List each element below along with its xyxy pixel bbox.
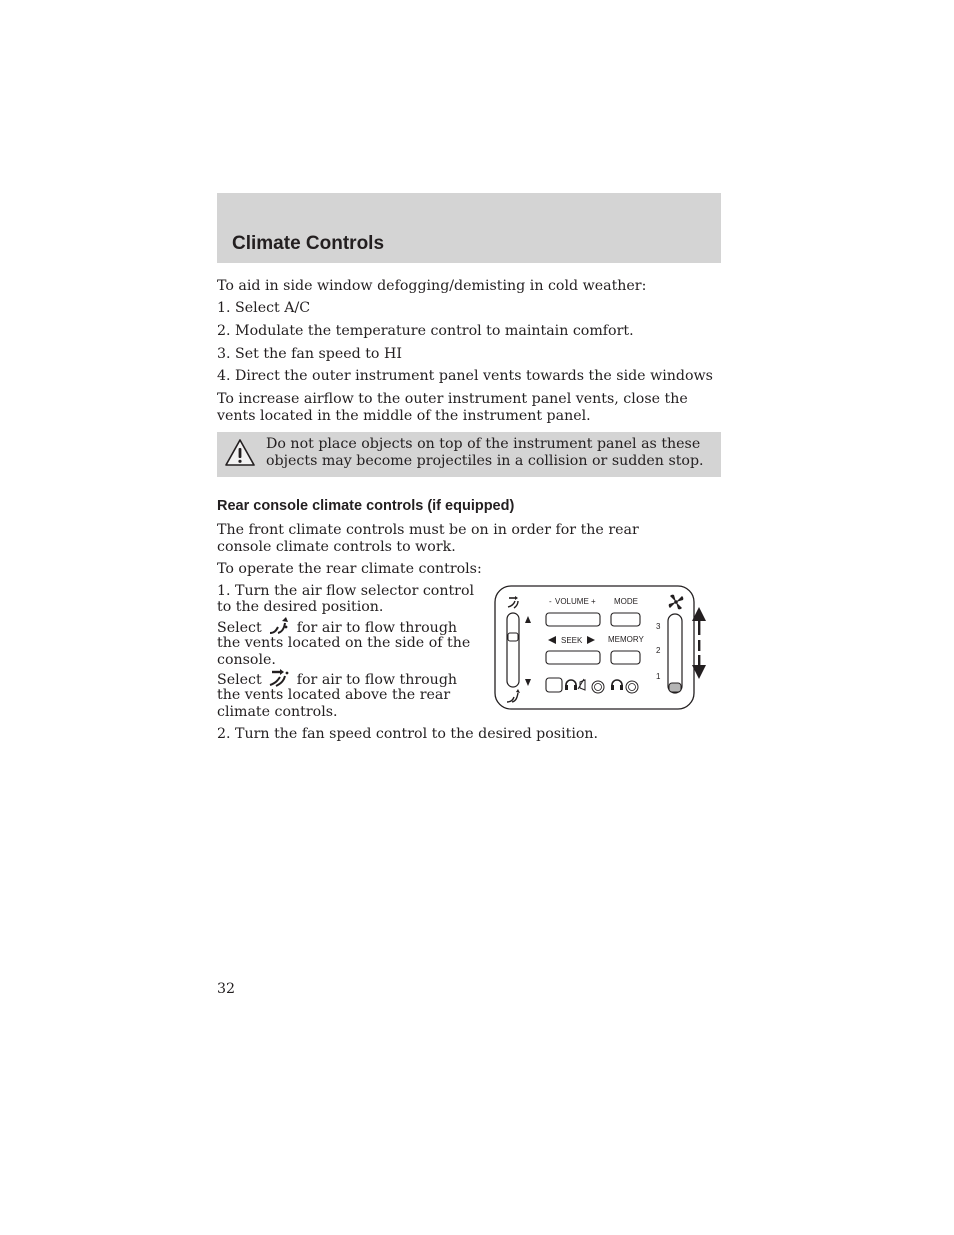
section-subheading: Rear console climate controls (if equipped)	[217, 498, 515, 514]
mode-button[interactable]	[611, 613, 640, 626]
headphone-jack-1[interactable]	[592, 681, 604, 693]
step-2: 2. Modulate the temperature control to maintain comfort.	[217, 323, 634, 339]
rear-paragraph-1: The front climate controls must be on in order for the rear console climate controls to work.	[217, 522, 639, 555]
intro-text: To aid in side window defogging/demisting in cold weather:	[217, 278, 647, 294]
select-word: Select	[217, 620, 262, 636]
mode-label: MODE	[614, 597, 638, 606]
rear-paragraph-2: To operate the rear climate controls:	[217, 561, 482, 577]
page-number: 32	[217, 981, 236, 997]
seek-label: SEEK	[561, 636, 583, 645]
section-header	[217, 193, 721, 263]
rear-step-1-line-2: to the desired position.	[217, 599, 384, 615]
airflow-note: To increase airflow to the outer instrument panel vents, close the vents located in the middle of the instrument panel.	[217, 391, 688, 424]
warning-triangle-icon	[224, 438, 256, 468]
overhead-vent-airflow-icon	[266, 669, 292, 687]
select-side-vents-line	[217, 617, 487, 637]
volume-rocker-button[interactable]	[546, 613, 600, 626]
airflow-selector-track[interactable]	[507, 613, 519, 687]
side-vent-airflow-icon	[266, 617, 292, 635]
select-top-line-3: climate controls.	[217, 704, 338, 720]
warning-text: Do not place objects on top of the instrument panel as these objects may become projectiles in a collision or sudden stop.	[266, 436, 704, 469]
select-top-tail: for air to flow through	[296, 672, 458, 688]
memory-label: MEMORY	[608, 635, 644, 644]
warning-box	[217, 432, 721, 477]
select-top-vents-line	[217, 669, 487, 689]
fan-speed-1-label: 1	[656, 672, 661, 681]
fan-speed-2-label: 2	[656, 646, 661, 655]
rear-console-control-panel	[494, 585, 716, 711]
volume-plus-label: +	[591, 597, 596, 606]
select-word: Select	[217, 672, 262, 688]
select-top-line-2: the vents located above the rear	[217, 687, 451, 703]
page-title: Climate Controls	[232, 233, 385, 254]
select-side-tail: for air to flow through	[296, 620, 458, 636]
select-side-line-3: console.	[217, 652, 276, 668]
airflow-selector-knob[interactable]	[508, 633, 518, 641]
seek-rocker-button[interactable]	[546, 651, 600, 664]
power-button[interactable]	[546, 678, 562, 692]
select-side-line-2: the vents located on the side of the	[217, 635, 471, 651]
step-1: 1. Select A/C	[217, 300, 311, 316]
volume-label: VOLUME	[555, 597, 589, 606]
fan-speed-3-label: 3	[656, 622, 661, 631]
fan-speed-slider-track[interactable]	[668, 614, 682, 693]
step-3: 3. Set the fan speed to HI	[217, 346, 402, 362]
memory-button[interactable]	[611, 651, 640, 664]
volume-minus-label: -	[549, 597, 552, 606]
rear-step-1-line-1: 1. Turn the air flow selector control	[217, 583, 475, 599]
headphone-jack-2[interactable]	[626, 681, 638, 693]
fan-speed-slider-knob[interactable]	[669, 683, 681, 692]
step-4: 4. Direct the outer instrument panel vents towards the side windows	[217, 368, 713, 384]
rear-step-2: 2. Turn the fan speed control to the desired position.	[217, 726, 599, 742]
